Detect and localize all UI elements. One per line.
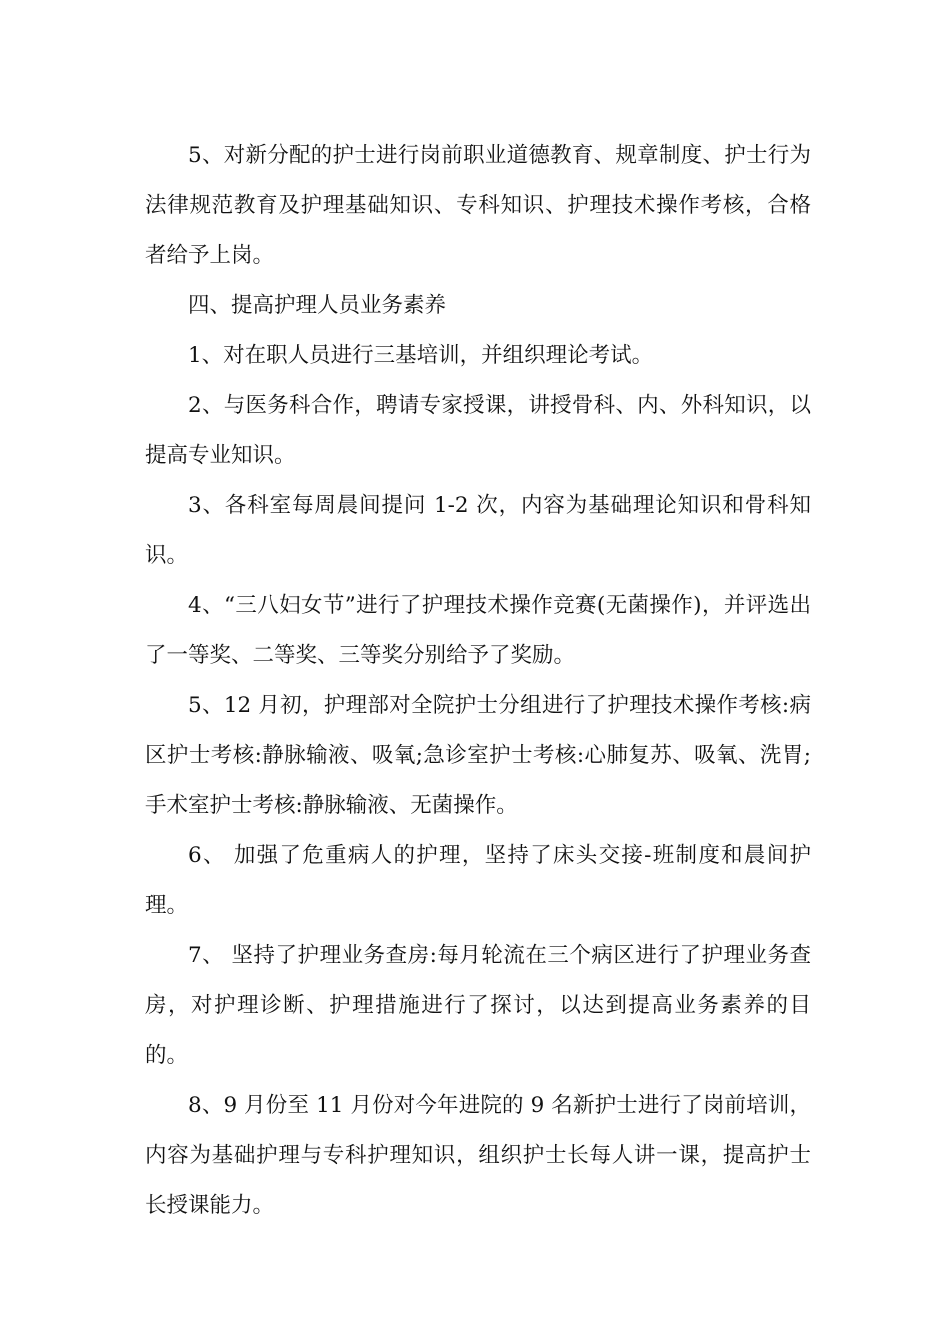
paragraph-pre-job-training: 8、9 月份至 11 月份对今年进院的 9 名新护士进行了岗前培训，内容为基础护理与专科护理知识，组织护士长每人讲一课，提高护士长授课能力。 — [145, 1093, 811, 1218]
paragraph-new-nurse-training: 5、对新分配的护士进行岗前职业道德教育、规章制度、护士行为法律规范教育及护理基础知识、专科知识、护理技术操作考核，合格者给予上岗。 — [145, 143, 811, 268]
paragraph-three-basics-training: 1、对在职人员进行三基培训，并组织理论考试。 — [188, 343, 654, 368]
section-heading-improve-quality: 四、提高护理人员业务素养 — [188, 293, 447, 318]
paragraph-ward-rounds: 7、 坚持了护理业务查房:每月轮流在三个病区进行了护理业务查房，对护理诊断、护理措施进行了探讨，以达到提高业务素养的目的。 — [145, 943, 811, 1068]
paragraph-morning-questions: 3、各科室每周晨间提问 1-2 次，内容为基础理论知识和骨科知识。 — [145, 493, 811, 568]
paragraph-expert-lectures: 2、与医务科合作，聘请专家授课，讲授骨科、内、外科知识，以提高专业知识。 — [145, 393, 811, 468]
paragraph-december-assessment: 5、12 月初，护理部对全院护士分组进行了护理技术操作考核:病区护士考核:静脉输液、吸氧;急诊室护士考核:心肺复苏、吸氧、洗胃;手术室护士考核:静脉输液、无菌操作。 — [145, 693, 811, 818]
document-body — [145, 131, 811, 1231]
paragraph-critical-care: 6、 加强了危重病人的护理，坚持了床头交接-班制度和晨间护理。 — [145, 843, 811, 918]
paragraph-skills-competition: 4、“三八妇女节”进行了护理技术操作竞赛(无菌操作)，并评选出了一等奖、二等奖、三等奖分别给予了奖励。 — [145, 593, 811, 668]
